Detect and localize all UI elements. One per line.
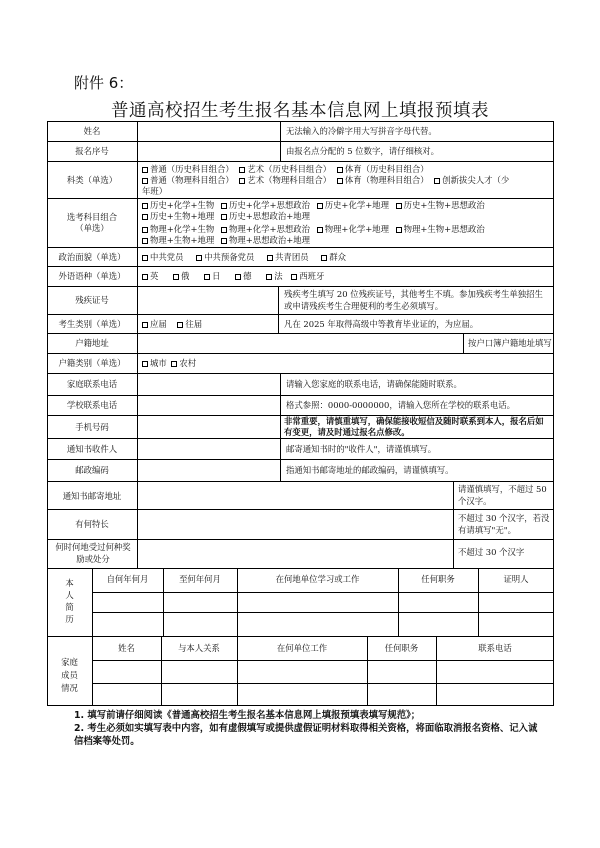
checkbox-combo[interactable]: 物理+化学+思想政治 (221, 224, 310, 234)
attachment-number: 附件 6： (74, 74, 134, 92)
resume-label-1: 本 (65, 578, 74, 588)
name-hint: 无法输入的冷僻字用大写拼音字母代替。 (286, 126, 437, 136)
checkbox-language[interactable]: 英 (142, 271, 158, 281)
form-title: 普通高校招生考生报名基本信息网上填报预填表 (111, 101, 489, 121)
household-options (142, 357, 196, 369)
checkbox-subject-3[interactable]: 体育（历史科目组合） (337, 164, 429, 174)
checkbox-combo[interactable]: 物理+生物+地理 (142, 235, 214, 245)
subject-options-line3: 年班） (142, 186, 168, 196)
awards-label: 何时何地受过何种奖励或处分 (55, 542, 131, 564)
political-options (142, 251, 346, 263)
checkbox-category[interactable]: 往届 (177, 319, 202, 329)
resume-label-2: 人 (65, 590, 74, 600)
specialty-label: 有何特长 (75, 519, 109, 529)
checkbox-household[interactable]: 农村 (171, 358, 196, 368)
mailaddr-input[interactable] (138, 482, 452, 508)
checkbox-subject-1[interactable]: 普通（历史科目组合） (142, 164, 234, 174)
mobile-hint: 非常重要，请慎重填写，确保能接收短信及随时联系到本人，报名后如有变更，请及时通过报名点修改。 (284, 416, 544, 437)
combo-row-2 (142, 210, 310, 222)
postcode-label: 邮政编码 (75, 465, 109, 475)
schoolphone-input[interactable] (138, 396, 279, 414)
checkbox-subject-4[interactable]: 普通（物理科目组合） (142, 175, 234, 185)
recipient-input[interactable] (138, 439, 279, 458)
name-input[interactable] (138, 122, 279, 140)
combo-label: 选考科目组合 (66, 212, 118, 222)
specialty-input[interactable] (138, 510, 452, 538)
family-header-name: 姓名 (118, 643, 135, 653)
family-label-1: 家庭 (61, 657, 78, 667)
checkbox-combo[interactable]: 物理+思想政治+地理 (221, 235, 310, 245)
category-options (142, 318, 202, 330)
disability-input[interactable] (138, 287, 277, 313)
note-1: 1. 填写前请仔细阅读《普通高校招生考生报名基本信息网上填报预填表填写规范》； (74, 710, 421, 721)
specialty-hint: 不超过 30 个汉字，若没有请填写"无"。 (458, 513, 550, 535)
family-label-3: 情况 (61, 683, 78, 693)
checkbox-combo[interactable]: 历史+化学+思想政治 (221, 200, 310, 210)
checkbox-combo[interactable]: 历史+化学+地理 (317, 200, 389, 210)
family-header-phone: 联系电话 (478, 643, 512, 653)
homephone-label: 家庭联系电话 (66, 379, 118, 389)
checkbox-political[interactable]: 中共党员 (142, 252, 184, 262)
political-label: 政治面貌（单选） (58, 252, 126, 262)
checkbox-subject-2[interactable]: 艺术（历史科目组合） (239, 164, 331, 174)
checkbox-subject-6[interactable]: 体育（物理科目组合） (337, 175, 429, 185)
category-hint: 凡在 2025 年取得高级中等教育毕业证的，为应届。 (284, 319, 479, 329)
postcode-input[interactable] (138, 460, 279, 480)
checkbox-political[interactable]: 共青团员 (267, 252, 309, 262)
schoolphone-hint: 格式参照：0000-0000000，请输入您所在学校的联系电话。 (286, 400, 515, 410)
awards-hint: 不超过 30 个汉字 (458, 547, 525, 557)
family-header-relation: 与本人关系 (178, 643, 220, 653)
language-label: 外语语种（单选） (58, 271, 126, 281)
resume-header-position: 任何职务 (421, 574, 455, 584)
recipient-label: 通知书收件人 (66, 444, 118, 454)
combo-row-4 (142, 234, 310, 246)
checkbox-combo[interactable]: 物理+化学+生物 (142, 224, 214, 234)
mobile-input[interactable] (138, 416, 279, 437)
resume-header-to: 至何年何月 (179, 574, 221, 584)
resume-label-4: 历 (65, 614, 74, 624)
language-options (142, 270, 324, 282)
checkbox-language[interactable]: 德 (235, 271, 251, 281)
mobile-label: 手机号码 (75, 422, 109, 432)
recipient-hint: 邮寄通知书时的"收件人"，请谨慎填写。 (286, 444, 437, 454)
checkbox-political[interactable]: 中共预备党员 (196, 252, 254, 262)
mailaddr-hint: 请谨慎填写，不超过 50 个汉字。 (458, 484, 547, 506)
checkbox-household[interactable]: 城市 (142, 358, 167, 368)
resume-header-reference: 证明人 (503, 574, 529, 584)
homephone-hint: 请输入您家庭的联系电话，请确保能随时联系。 (286, 379, 462, 389)
address-input[interactable] (138, 334, 462, 352)
checkbox-subject-5[interactable]: 艺术（物理科目组合） (239, 175, 331, 185)
family-header-employer: 在何单位工作 (276, 643, 328, 653)
regno-hint: 由报名点分配的 5 位数字，请仔细核对。 (286, 146, 440, 156)
combo-label-2: （单选） (75, 223, 109, 233)
checkbox-language[interactable]: 俄 (173, 271, 189, 281)
disability-label: 残疾证号 (75, 295, 109, 305)
checkbox-combo[interactable]: 历史+生物+地理 (142, 211, 214, 221)
family-label-2: 成员 (61, 670, 78, 680)
household-label: 户籍类别（单选） (58, 358, 126, 368)
homephone-input[interactable] (138, 374, 279, 394)
resume-header-from: 自何年何月 (106, 574, 149, 584)
awards-input[interactable] (138, 540, 452, 567)
resume-label-3: 简 (65, 602, 74, 612)
category-label: 考生类别（单选） (58, 319, 126, 329)
subject-label: 科类（单选） (66, 175, 118, 185)
schoolphone-label: 学校联系电话 (66, 400, 118, 410)
family-header-position: 任何职务 (384, 643, 419, 653)
checkbox-subject-7[interactable]: 创新拔尖人才（少 (434, 175, 509, 185)
postcode-hint: 指通知书邮寄地址的邮政编码，请谨慎填写。 (286, 465, 454, 475)
checkbox-combo[interactable]: 物理+化学+地理 (317, 224, 389, 234)
checkbox-language[interactable]: 法 (266, 271, 282, 281)
name-label: 姓名 (83, 126, 101, 136)
note-2: 2. 考生必须如实填写表中内容，如有虚假填写或提供虚假证明材料取得相关资格，将面临取消报名资格、记入诚信档案等处罚。 (74, 723, 538, 747)
checkbox-language[interactable]: 西班牙 (291, 271, 324, 281)
checkbox-combo[interactable]: 历史+化学+生物 (142, 200, 214, 210)
mailaddr-label: 通知书邮寄地址 (62, 491, 122, 501)
disability-hint: 残疾考生填写 20 位残疾证号，其他考生不填。参加残疾考生单独招生或申请残疾考生合理便利的考生必须填写。 (284, 289, 543, 311)
checkbox-language[interactable]: 日 (204, 271, 220, 281)
checkbox-combo[interactable]: 物理+生物+思想政治 (396, 224, 485, 234)
subject-options-line2 (142, 174, 509, 186)
address-label: 户籍地址 (75, 338, 109, 348)
address-hint: 按户口簿户籍地址填写 (468, 338, 552, 348)
resume-header-place: 在何地单位学习或工作 (275, 574, 360, 584)
checkbox-combo[interactable]: 历史+思想政治+地理 (221, 211, 310, 221)
checkbox-combo[interactable]: 历史+生物+思想政治 (396, 200, 485, 210)
regno-label: 报名序号 (75, 146, 109, 156)
checkbox-category[interactable]: 应届 (142, 319, 167, 329)
checkbox-political[interactable]: 群众 (321, 252, 346, 262)
regno-input[interactable] (138, 142, 279, 160)
